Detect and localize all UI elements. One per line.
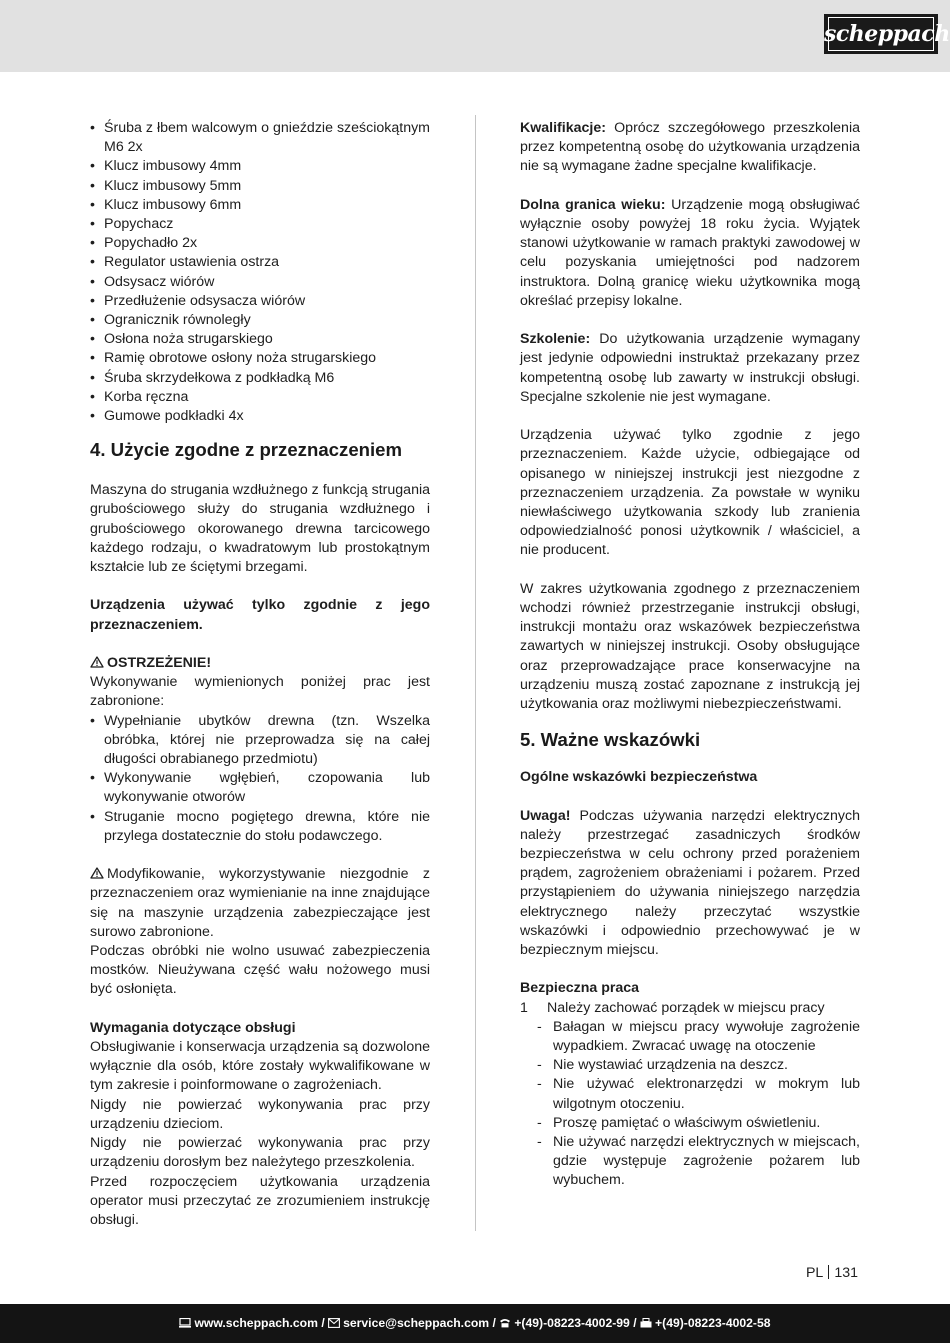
list-item: - Nie wystawiać urządzenia na deszcz.	[537, 1056, 860, 1075]
list-item: • Śruba z łbem walcowym o gnieździe sześciokątnym M6 2x	[90, 119, 430, 157]
footer-website[interactable]: www.scheppach.com	[194, 1316, 318, 1330]
fax-icon	[640, 1318, 652, 1328]
list-item: - Bałagan w miejscu pracy wywołuje zagrożenie wypadkiem. Zwracać uwagę na otoczenie	[537, 1018, 860, 1056]
qualifications-paragraph: Kwalifikacje: Oprócz szczegółowego przeszkolenia przez kompetentną osobę do użytkowania urządzenia nie są wymagane żadne specjalne kwalifikacje.	[520, 120, 860, 175]
safe-work-list	[520, 999, 860, 1018]
section-5-heading: 5. Ważne wskazówki	[520, 729, 701, 751]
list-item: • Przedłużenie odsysacza wiórów	[90, 292, 430, 311]
monitor-icon	[179, 1318, 191, 1328]
list-item: • Regulator ustawienia ostrza	[90, 253, 430, 272]
list-item: • Popychadło 2x	[90, 234, 430, 253]
phone-icon	[499, 1318, 511, 1328]
requirements-heading: Wymagania dotyczące obsługi	[90, 1019, 296, 1036]
requirements-line: Nigdy nie powierzać wykonywania prac przy urządzeniu dzieciom.	[90, 1096, 430, 1132]
list-item: • Popychacz	[90, 215, 430, 234]
list-item: - Nie używać elektronarzędzi w mokrym lub wilgotnym otoczeniu.	[537, 1075, 860, 1113]
list-item: - Nie używać narzędzi elektrycznych w miejscach, gdzie występuje zagrożenie pożarem lub wybuchem.	[537, 1133, 860, 1191]
column-divider	[475, 115, 476, 1231]
list-item: • Gumowe podkładki 4x	[90, 407, 430, 426]
usage-paragraph: Urządzenia używać tylko zgodnie z jego przeznaczeniem. Każde użycie, odbiegające od opisanego w niniejszej instrukcji jest niezgodne z przeznaczeniem urządzenia. Za powstałe w wyniku niewłaściwego użytkowania szkody lub zranienia odpowiedzialność ponosi użytkownik / właściciel, a nie producent.	[520, 427, 860, 559]
general-safety-heading: Ogólne wskazówki bezpieczeństwa	[520, 769, 758, 786]
safe-work-sublist	[537, 1018, 860, 1191]
page-number-value: 131	[834, 1265, 858, 1281]
list-item: • Wykonywanie wgłębień, czopowania lub wykonywanie otworów	[90, 769, 430, 807]
list-item: • Odsysacz wiórów	[90, 273, 430, 292]
requirements-line: Przed rozpoczęciem użytkowania urządzenia operator musi przeczytać ze zrozumieniem instrukcję obsługi.	[90, 1173, 430, 1228]
intended-use-paragraph: Maszyna do strugania wzdłużnego z funkcją strugania grubościowego służy do strugania wzdłużnego i grubościowego okorowanego drewna tarcicowego każdego rodzaju, o kwadratowym lub prostokątnym kształcie lub ze ściętymi brzegami.	[90, 482, 430, 576]
modification-warning: Modyfikowanie, wykorzystywanie niezgodnie z przeznaczeniem oraz wymienianie na inne znajdujące się na maszynie urządzenia zabezpieczające jest surowo zabronione.	[90, 866, 430, 940]
forbidden-list	[90, 712, 430, 846]
list-item: • Ramię obrotowe osłony noża strugarskiego	[90, 349, 430, 368]
intended-use-bold-note: Urządzenia używać tylko zgodnie z jego przeznaczeniem.	[90, 597, 430, 633]
requirements-line: Nigdy nie powierzać wykonywania prac przy urządzeniu dorosłym bez należytego przeszkolenia.	[90, 1135, 430, 1171]
list-item: • Klucz imbusowy 5mm	[90, 177, 430, 196]
item-number: 1	[520, 999, 528, 1016]
warning-text: Wykonywanie wymienionych poniżej prac jest zabronione:	[90, 674, 430, 710]
list-item: • Śruba skrzydełkowa z podkładką M6	[90, 369, 430, 388]
mail-icon	[328, 1318, 340, 1328]
scope-paragraph: W zakres użytkowania zgodnego z przeznaczeniem wchodzi również przestrzeganie instrukcji obsługi, instrukcji montażu oraz wskazówek bezpieczeństwa zawartych w niniejszej instrukcji. Osoby obsługujące oraz przeprowadzające prace konserwacyjne na urządzeniu muszą zostać zapoznane z instrukcją jej użytkowania oraz możliwymi niebezpieczeństwami.	[520, 580, 860, 713]
attention-paragraph: Uwaga! Podczas używania narzędzi elektrycznych należy przestrzegać zasadniczych środków bezpieczeństwa w celu ochrony przed porażeniem prądem, zagrożeniem obrażeniami i pożarem. Przed przystąpieniem do używania niniejszego narzędzia elektrycznego należy przeczytać wszystkie wskazówki i odpowiednio przechowywać je w bezpiecznym miejscu.	[520, 807, 860, 959]
list-item: • Korba ręczna	[90, 388, 430, 407]
safe-work-heading: Bezpieczna praca	[520, 980, 640, 997]
footer-fax: +(49)-08223-4002-58	[655, 1316, 771, 1330]
training-paragraph: Szkolenie: Do użytkowania urządzenie wymagany jest jedynie odpowiedni instruktaż przekazany przez kompetentną osobę lub zawarty w instrukcji obsługi. Specjalne szkolenie nie jest wymagane.	[520, 331, 860, 405]
section-4-heading: 4. Użycie zgodne z przeznaczeniem	[90, 439, 403, 461]
list-item	[520, 999, 860, 1018]
footer-bar: www.scheppach.com / service@scheppach.com / +(49)-08223-4002-99 / +(49)-08223-4002-58	[0, 1304, 950, 1343]
list-item: • Struganie mocno pogiętego drewna, które nie przylega dostatecznie do stołu podawczego.	[90, 808, 430, 846]
header-bar	[0, 0, 950, 72]
list-item: • Osłona noża strugarskiego	[90, 330, 430, 349]
list-item: • Klucz imbusowy 6mm	[90, 196, 430, 215]
warning-triangle-icon	[90, 867, 104, 879]
scheppach-logo: scheppach	[824, 14, 938, 54]
guards-paragraph: Podczas obróbki nie wolno usuwać zabezpieczenia mostków. Nieużywana część wału nożowego musi być osłonięta.	[90, 943, 430, 998]
footer-phone: +(49)-08223-4002-99	[514, 1316, 630, 1330]
item-text: Należy zachować porządek w miejscu pracy	[547, 999, 825, 1016]
left-column	[90, 119, 430, 1230]
list-item: - Proszę pamiętać o właściwym oświetleniu.	[537, 1114, 860, 1133]
page-language: PL	[805, 1265, 824, 1281]
list-item: • Klucz imbusowy 4mm	[90, 157, 430, 176]
parts-list	[90, 119, 430, 426]
right-column	[520, 119, 860, 1191]
list-item: • Wypełnianie ubytków drewna (tzn. Wszelka obróbka, której nie przeprowadza się na całej długości obrabianego przedmiotu)	[90, 712, 430, 770]
footer-email[interactable]: service@scheppach.com	[343, 1316, 490, 1330]
list-item: • Ogranicznik równoległy	[90, 311, 430, 330]
requirements-line: Obsługiwanie i konserwacja urządzenia są dozwolone wyłącznie dla osób, które zostały wykwalifikowane w tym zakresie i poinformowane o zagrożeniach.	[90, 1039, 430, 1094]
minimum-age-paragraph: Dolna granica wieku: Urządzenie mogą obsługiwać wyłącznie osoby powyżej 18 roku życia. Wyjątek stanowi użytkowanie w ramach praktyki zawodowej w celu pozyskania umiejętności pod nadzorem instruktora. Dolną granicę wieku użytkownika mogą określać przepisy lokalne.	[520, 196, 860, 309]
warning-heading: OSTRZEŻENIE!	[90, 654, 430, 673]
warning-triangle-icon	[90, 656, 104, 668]
page-number	[806, 1264, 858, 1283]
